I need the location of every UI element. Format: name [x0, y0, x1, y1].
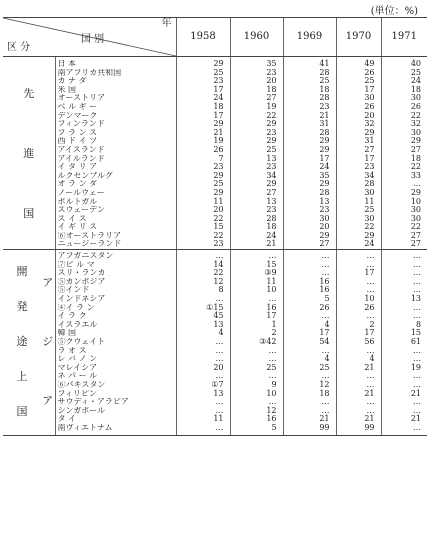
year-header: 1958	[176, 18, 230, 57]
value-cell: 28	[266, 213, 277, 223]
developing-label	[3, 250, 41, 435]
country-name: ス イ ス	[57, 214, 87, 223]
section-label-char: 国	[23, 207, 35, 221]
value-cell: 25	[213, 179, 224, 189]
value-cell: 29	[410, 136, 422, 146]
country-name: イスラエル	[57, 320, 98, 329]
country-name: インドネシア	[57, 295, 106, 304]
value-cell: …	[413, 405, 422, 415]
value-cell: 17	[364, 328, 375, 338]
value-cell: 17	[319, 328, 330, 338]
value-cell: …	[215, 337, 224, 346]
value-cell: 30	[410, 127, 422, 137]
value-cell: 30	[410, 213, 422, 223]
value-cell: 30	[410, 205, 422, 215]
value-cell: 2	[369, 319, 375, 329]
value-cell: …	[321, 345, 330, 355]
value-cell: 10	[410, 196, 422, 206]
value-cell: …	[413, 259, 422, 269]
value-cell: …	[268, 397, 277, 407]
developing-country-names	[55, 250, 176, 435]
year-header: 1970	[336, 18, 381, 57]
value-cell: 22	[410, 162, 422, 172]
value-cell: 26	[364, 67, 375, 77]
value-cell: …	[413, 276, 422, 286]
country-name: アイルランド	[57, 154, 105, 163]
value-cell: 15	[266, 259, 277, 269]
value-cell: 18	[319, 84, 330, 94]
value-cell: …	[268, 251, 277, 261]
value-cell: 21	[319, 414, 330, 424]
value-cell: 23	[213, 76, 224, 86]
value-cell: 17	[364, 84, 375, 94]
value-cell: 25	[266, 144, 277, 154]
section-label-char: 発	[16, 299, 28, 313]
value-cell: …	[413, 179, 422, 189]
value-cell: 21	[364, 388, 375, 398]
value-cell: 23	[266, 162, 277, 172]
value-cell: 12	[213, 276, 224, 286]
value-cell: 13	[410, 294, 422, 304]
value-cell: …	[413, 345, 422, 355]
value-cell: …	[215, 251, 224, 261]
value-cell: 29	[213, 170, 224, 180]
value-cell: 22	[213, 268, 224, 278]
value-cell: 29	[266, 136, 277, 146]
value-cell: 22	[410, 222, 422, 232]
country-name: レ バ ノ ン	[57, 355, 98, 364]
developed-1971-column	[381, 57, 427, 250]
country-name: シンガポール	[57, 406, 106, 415]
value-cell: 13	[213, 388, 224, 398]
statistics-table	[3, 17, 427, 436]
value-cell: 11	[266, 276, 277, 286]
corner-year-label: 年	[161, 18, 172, 29]
value-cell: 28	[319, 93, 330, 103]
header-corner	[3, 18, 176, 57]
value-cell: …	[215, 294, 224, 304]
value-cell: …	[366, 251, 375, 261]
value-cell: …	[413, 268, 422, 278]
developing-1971-column	[381, 250, 427, 435]
value-cell: …	[321, 268, 330, 278]
value-cell: 23	[213, 239, 224, 249]
developing-1970-column	[336, 250, 381, 435]
value-cell: …	[366, 276, 375, 286]
country-name: ⑥オーストラリア	[57, 231, 122, 240]
country-name: イ ラ ク	[57, 312, 87, 321]
value-cell: 41	[319, 59, 330, 68]
developing-section	[3, 250, 427, 435]
value-cell: …	[413, 285, 422, 295]
corner-country-label: 国 別	[81, 34, 105, 45]
developing-1969-column	[283, 250, 336, 435]
value-cell: ①15	[206, 302, 224, 312]
value-cell: …	[413, 311, 422, 321]
value-cell: 22	[410, 110, 422, 120]
value-cell: 4	[324, 319, 330, 329]
value-cell: 23	[319, 101, 330, 111]
value-cell: 21	[410, 388, 422, 398]
value-cell: 24	[266, 230, 277, 240]
value-cell: 18	[266, 222, 277, 232]
value-cell: 35	[266, 59, 277, 68]
value-cell: 25	[266, 362, 277, 372]
value-cell: 29	[319, 230, 330, 240]
value-cell: 28	[319, 67, 330, 77]
section-label-char: 先	[23, 87, 35, 101]
value-cell: 18	[319, 388, 330, 398]
value-cell: 30	[364, 213, 375, 223]
value-cell: …	[215, 354, 224, 364]
value-cell: 4	[324, 354, 330, 364]
value-cell: 23	[319, 205, 330, 215]
value-cell: 17	[319, 153, 330, 163]
country-name: タ イ	[57, 415, 77, 424]
value-cell: 12	[266, 405, 277, 415]
value-cell: 13	[319, 196, 330, 206]
value-cell: …	[215, 422, 224, 432]
value-cell: 29	[319, 144, 330, 154]
country-name: イ ギ リ ス	[57, 223, 98, 232]
country-name: 日 本	[57, 60, 77, 68]
value-cell: …	[366, 405, 375, 415]
value-cell: 30	[319, 213, 330, 223]
value-cell: 27	[410, 239, 422, 249]
value-cell: 20	[266, 76, 277, 86]
value-cell: 10	[266, 388, 277, 398]
value-cell: …	[413, 397, 422, 407]
value-cell: 25	[213, 67, 224, 77]
value-cell: 25	[319, 76, 330, 86]
value-cell: 26	[410, 101, 422, 111]
developed-label	[3, 57, 55, 250]
year-header: 1960	[230, 18, 283, 57]
value-cell: 19	[410, 362, 422, 372]
value-cell: …	[366, 345, 375, 355]
country-name: 米 国	[57, 85, 77, 94]
value-cell: 26	[364, 101, 375, 111]
value-cell: 8	[415, 319, 422, 329]
value-cell: 24	[319, 162, 330, 172]
value-cell: 22	[364, 222, 375, 232]
value-cell: …	[321, 259, 330, 269]
country-name: マレイシア	[57, 363, 98, 372]
country-name: ⑤インド	[57, 286, 90, 295]
value-cell: 17	[213, 110, 224, 120]
year-header: 1971	[381, 18, 427, 57]
value-cell: 28	[319, 127, 330, 137]
country-name: ニュージーランド	[57, 240, 122, 249]
country-name: ネ パ ー ル	[57, 372, 98, 381]
value-cell: ③9	[264, 268, 277, 278]
value-cell: 2	[271, 328, 277, 338]
section-label-char: 開	[16, 264, 28, 278]
value-cell: 54	[319, 337, 330, 346]
developed-1969-column	[283, 57, 336, 250]
country-name: ポルトガル	[57, 197, 98, 206]
value-cell: 23	[213, 162, 224, 172]
value-cell: 15	[410, 328, 422, 338]
value-cell: 4	[218, 328, 224, 338]
section-label-char: 国	[16, 405, 28, 419]
value-cell: 23	[266, 205, 277, 215]
value-cell: …	[413, 302, 422, 312]
year-header: 1969	[283, 18, 336, 57]
value-cell: 27	[410, 144, 422, 154]
value-cell: 31	[364, 136, 375, 146]
value-cell: 29	[364, 230, 375, 240]
value-cell: 25	[410, 67, 422, 77]
section-label-char: 途	[16, 334, 28, 348]
value-cell: ③42	[259, 337, 277, 346]
value-cell: …	[413, 371, 422, 381]
value-cell: 16	[319, 285, 330, 295]
value-cell: 27	[266, 93, 277, 103]
value-cell: 21	[410, 414, 422, 424]
corner-region-label: 区 分	[7, 42, 31, 53]
country-name: ノールウェー	[57, 188, 105, 197]
value-cell: 18	[213, 101, 224, 111]
value-cell: 21	[364, 362, 375, 372]
region-label-char: ア	[42, 393, 54, 407]
value-cell: 13	[266, 153, 277, 163]
value-cell: …	[366, 397, 375, 407]
value-cell: …	[321, 405, 330, 415]
value-cell: …	[413, 379, 422, 389]
value-cell: 20	[364, 110, 375, 120]
value-cell: 19	[266, 101, 277, 111]
value-cell: 15	[213, 222, 224, 232]
value-cell: 17	[364, 153, 375, 163]
value-cell: 27	[364, 144, 375, 154]
value-cell: …	[321, 397, 330, 407]
value-cell: 29	[213, 187, 224, 197]
value-cell: 34	[364, 170, 375, 180]
value-cell: 17	[213, 84, 224, 94]
value-cell: 27	[266, 187, 277, 197]
value-cell: …	[268, 371, 277, 381]
value-cell: 29	[410, 187, 422, 197]
value-cell: 30	[364, 93, 375, 103]
value-cell: 9	[271, 379, 277, 389]
value-cell: 25	[364, 205, 375, 215]
value-cell: 20	[319, 222, 330, 232]
value-cell: 28	[364, 179, 375, 189]
value-cell: …	[413, 251, 422, 261]
value-cell: 28	[319, 187, 330, 197]
value-cell: …	[321, 251, 330, 261]
country-name: 西 ド イ ツ	[57, 137, 98, 146]
country-name: ルクセンブルグ	[57, 171, 113, 180]
value-cell: 32	[364, 119, 375, 129]
country-name: フ ラ ン ス	[57, 128, 98, 137]
developed-1960-column	[230, 57, 283, 250]
developed-country-names	[55, 57, 176, 250]
value-cell: …	[321, 371, 330, 381]
value-cell: 10	[364, 294, 375, 304]
value-cell: 4	[369, 354, 375, 364]
developed-section	[3, 57, 427, 250]
value-cell: 29	[266, 179, 277, 189]
value-cell: 16	[266, 414, 277, 424]
value-cell: 20	[213, 362, 224, 372]
country-name: イ タ リ ア	[57, 163, 98, 172]
asia-label	[41, 250, 55, 435]
value-cell: 40	[410, 59, 422, 68]
value-cell: 14	[213, 259, 224, 269]
value-cell: 99	[364, 422, 375, 432]
value-cell: 25	[364, 76, 375, 86]
country-name: ラ オ ス	[57, 346, 87, 355]
value-cell: 13	[213, 319, 224, 329]
country-name: ベ ル ギ ー	[57, 102, 98, 111]
value-cell: 30	[364, 187, 375, 197]
country-name: ④イ ラ ン	[57, 303, 95, 312]
country-name: デンマーク	[57, 111, 98, 120]
value-cell: 22	[266, 110, 277, 120]
value-cell: 11	[364, 196, 375, 206]
value-cell: 29	[213, 59, 224, 68]
value-cell: 21	[364, 414, 375, 424]
country-name: サウディ・アラビア	[57, 398, 129, 407]
value-cell: 29	[213, 119, 224, 129]
value-cell: 23	[266, 127, 277, 137]
country-name: アイスランド	[57, 145, 105, 154]
country-name: カ ナ ダ	[57, 77, 87, 86]
country-name: 韓 国	[57, 329, 77, 338]
value-cell: …	[366, 311, 375, 321]
value-cell: 18	[266, 84, 277, 94]
value-cell: 49	[364, 59, 375, 68]
value-cell: 24	[364, 239, 375, 249]
value-cell: 19	[213, 136, 224, 146]
value-cell: …	[366, 285, 375, 295]
value-cell: 22	[213, 213, 224, 223]
value-cell: 26	[213, 144, 224, 154]
country-name: ⑤クウェイト	[57, 338, 106, 346]
value-cell: …	[215, 405, 224, 415]
value-cell: …	[366, 379, 375, 389]
value-cell: 12	[319, 379, 330, 389]
value-cell: 24	[213, 93, 224, 103]
value-cell: …	[366, 259, 375, 269]
value-cell: 8	[218, 285, 224, 295]
region-label-char: ア	[42, 276, 54, 290]
value-cell: 99	[319, 422, 330, 432]
value-cell: 27	[319, 239, 330, 249]
value-cell: 26	[319, 302, 330, 312]
value-cell: 29	[364, 127, 375, 137]
value-cell: 25	[319, 362, 330, 372]
value-cell: …	[268, 345, 277, 355]
value-cell: …	[215, 397, 224, 407]
value-cell: 29	[319, 136, 330, 146]
developed-1970-column	[336, 57, 381, 250]
value-cell: 11	[213, 414, 224, 424]
value-cell: …	[366, 371, 375, 381]
value-cell: 21	[319, 110, 330, 120]
value-cell: 45	[213, 311, 224, 321]
value-cell: 17	[364, 268, 375, 278]
value-cell: …	[215, 345, 224, 355]
developed-1958-column	[176, 57, 230, 250]
value-cell: 26	[364, 302, 375, 312]
value-cell: 32	[410, 119, 422, 129]
value-cell: 61	[410, 337, 422, 346]
section-label-char: 上	[16, 370, 28, 384]
value-cell: 56	[364, 337, 375, 346]
country-name: フィリピン	[57, 389, 97, 398]
country-name: アフガニスタン	[57, 252, 114, 261]
value-cell: 16	[319, 276, 330, 286]
value-cell: 20	[213, 205, 224, 215]
value-cell: 23	[266, 67, 277, 77]
value-cell: …	[321, 311, 330, 321]
value-cell: 34	[266, 170, 277, 180]
value-cell: 35	[319, 170, 330, 180]
value-cell: 21	[266, 239, 277, 249]
value-cell: 27	[410, 230, 422, 240]
value-cell: …	[413, 422, 422, 432]
value-cell: 1	[271, 319, 277, 329]
country-name: フィンランド	[57, 120, 105, 129]
country-name: スウェーデン	[57, 206, 106, 215]
value-cell: …	[268, 354, 277, 364]
value-cell: …	[268, 294, 277, 304]
value-cell: 7	[218, 153, 224, 163]
developing-1958-column	[176, 250, 230, 435]
value-cell: 23	[364, 162, 375, 172]
country-name: オ ラ ン ダ	[57, 180, 98, 189]
value-cell: …	[215, 371, 224, 381]
section-label-char: 進	[23, 147, 35, 161]
value-cell: 31	[319, 119, 330, 129]
value-cell: 29	[266, 119, 277, 129]
value-cell: 17	[266, 311, 277, 321]
country-name: 南ヴィエトナム	[57, 423, 113, 432]
value-cell: 16	[266, 302, 277, 312]
value-cell: 5	[271, 422, 277, 432]
country-name: ⑥パキスタン	[57, 380, 106, 389]
value-cell: 18	[410, 153, 422, 163]
country-name: スリ・ランカ	[57, 269, 106, 278]
value-cell: 29	[319, 179, 330, 189]
value-cell: 21	[213, 127, 224, 137]
value-cell: 5	[324, 294, 330, 304]
value-cell: 24	[410, 76, 422, 86]
value-cell: 13	[266, 196, 277, 206]
country-name: オーストリア	[57, 94, 106, 103]
country-name: ⑦ビ ル マ	[57, 260, 95, 269]
value-cell: ①7	[211, 379, 224, 389]
unit-note: (単位：%)	[370, 6, 418, 17]
developing-1960-column	[230, 250, 283, 435]
value-cell: 22	[213, 230, 224, 240]
value-cell: 18	[410, 84, 422, 94]
value-cell: …	[413, 354, 422, 364]
country-name: ⑤カンボジア	[57, 277, 106, 286]
value-cell: 11	[213, 196, 224, 206]
value-cell: 10	[266, 285, 277, 295]
value-cell: 33	[410, 170, 422, 180]
region-label-char: ジ	[42, 334, 54, 348]
value-cell: 30	[410, 93, 422, 103]
country-name: 南アフリカ共和国	[57, 68, 122, 77]
